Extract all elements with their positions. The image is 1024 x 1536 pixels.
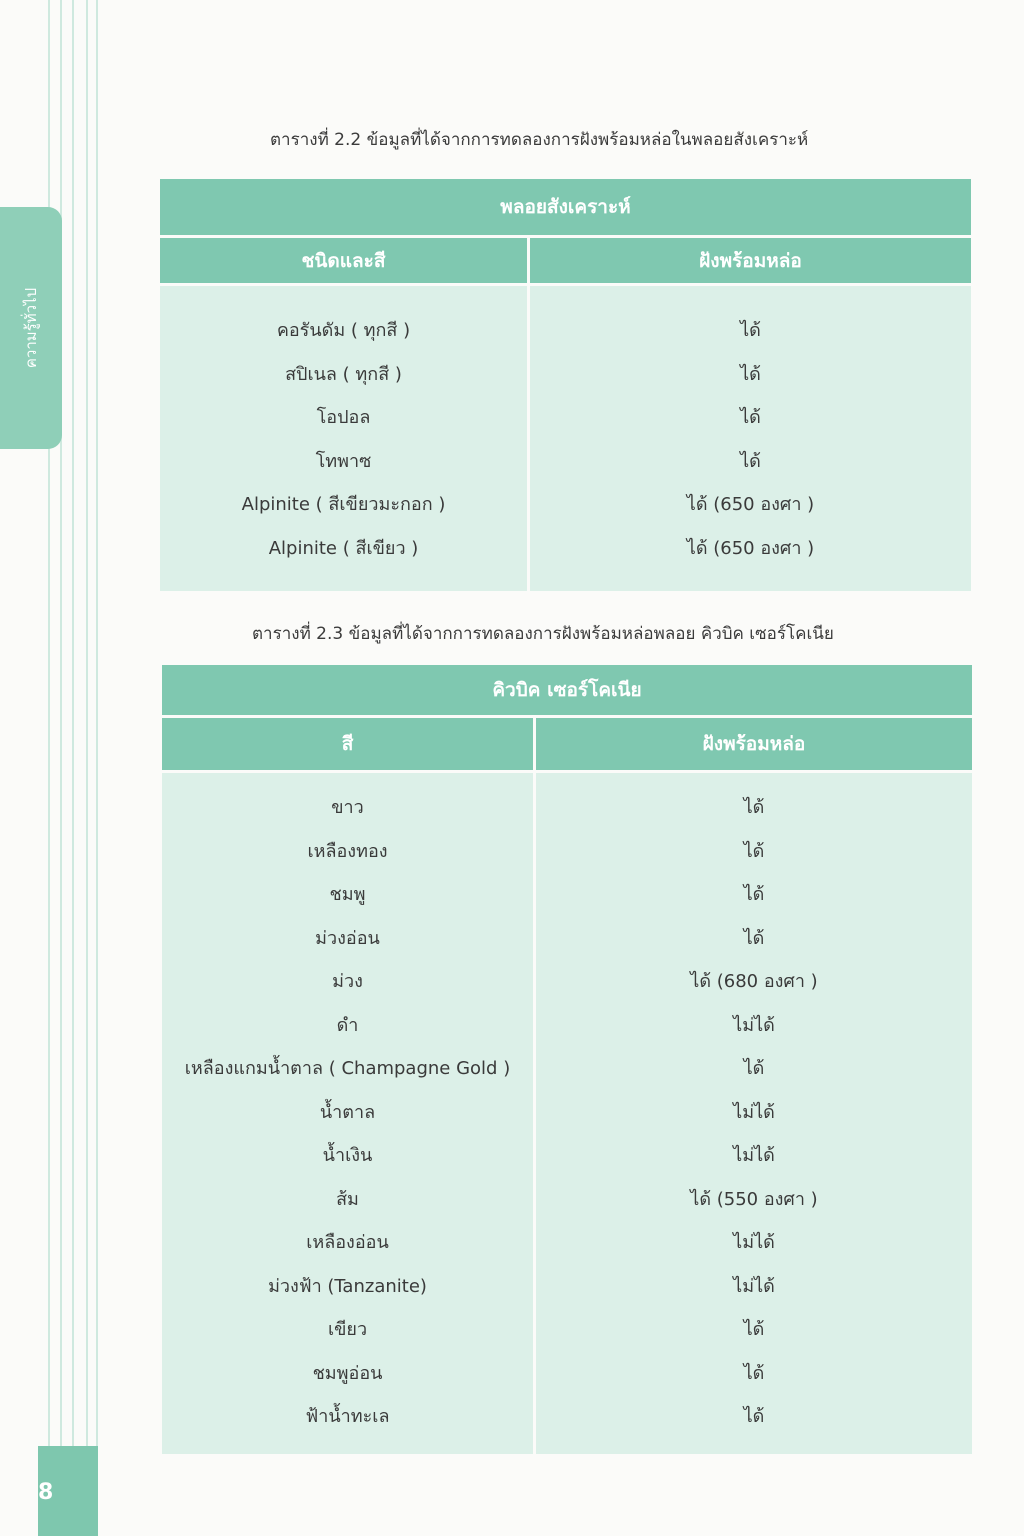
table2-cell-result: ไม่ได้ bbox=[535, 1133, 974, 1177]
table1 bbox=[157, 176, 974, 591]
table2-cell-color: ขาว bbox=[161, 785, 535, 829]
table-row bbox=[161, 959, 974, 1003]
table1-cell-type: โอปอล bbox=[159, 395, 529, 439]
table2-cell-color: ฟ้าน้ำทะเล bbox=[161, 1394, 535, 1438]
table2-cell-color: เหลืองแกมน้ำตาล ( Champagne Gold ) bbox=[161, 1046, 535, 1090]
table2-cell-result: ได้ bbox=[535, 1046, 974, 1090]
table2-col-header: ฝังพร้อมหล่อ bbox=[535, 717, 974, 772]
table2-cell-color: น้ำเงิน bbox=[161, 1133, 535, 1177]
table1-cell-type: Alpinite ( สีเขียวมะกอก ) bbox=[159, 482, 529, 526]
table1-cell-type: โทพาซ bbox=[159, 439, 529, 483]
table-row bbox=[159, 352, 973, 396]
table-row bbox=[161, 1003, 974, 1047]
decor-stripe bbox=[72, 0, 74, 1536]
table2-cell-result: ได้ bbox=[535, 916, 974, 960]
table-row bbox=[161, 1394, 974, 1438]
table-row bbox=[159, 395, 973, 439]
table2-cell-result: ได้ bbox=[535, 829, 974, 873]
table-row bbox=[161, 916, 974, 960]
page-number: 8 bbox=[38, 1480, 54, 1505]
table2-title: คิวบิค เซอร์โคเนีย bbox=[161, 664, 974, 717]
table2-cell-result: ไม่ได้ bbox=[535, 1220, 974, 1264]
table2 bbox=[159, 662, 975, 1454]
table1-cell-type: คอรันดัม ( ทุกสี ) bbox=[159, 308, 529, 352]
table-row bbox=[159, 439, 973, 483]
table2-cell-color: ดำ bbox=[161, 1003, 535, 1047]
table-row bbox=[161, 1177, 974, 1221]
table-row bbox=[161, 1220, 974, 1264]
table2-cell-color: ม่วงฟ้า (Tanzanite) bbox=[161, 1264, 535, 1308]
table2-cell-color: เหลืองทอง bbox=[161, 829, 535, 873]
table-row bbox=[159, 482, 973, 526]
table2-cell-result: ได้ bbox=[535, 1307, 974, 1351]
table1-caption: ตารางที่ 2.2 ข้อมูลที่ได้จากการทดลองการฝังพร้อมหล่อในพลอยสังเคราะห์ bbox=[270, 130, 809, 150]
table2-cell-result: ได้ bbox=[535, 872, 974, 916]
table-row bbox=[161, 1264, 974, 1308]
table2-cell-result: ไม่ได้ bbox=[535, 1264, 974, 1308]
table2-cell-result: ไม่ได้ bbox=[535, 1003, 974, 1047]
table-row bbox=[161, 1307, 974, 1351]
decor-stripe bbox=[96, 0, 98, 1536]
table1-cell-result: ได้ bbox=[529, 352, 973, 396]
table2-cell-color: เหลืองอ่อน bbox=[161, 1220, 535, 1264]
table1-cell-result: ได้ bbox=[529, 439, 973, 483]
table2-cell-color: น้ำตาล bbox=[161, 1090, 535, 1134]
table1-cell-type: สปิเนล ( ทุกสี ) bbox=[159, 352, 529, 396]
table2-cell-color: เขียว bbox=[161, 1307, 535, 1351]
table1-title: พลอยสังเคราะห์ bbox=[159, 178, 973, 237]
table2-cell-result: ไม่ได้ bbox=[535, 1090, 974, 1134]
table-row bbox=[161, 785, 974, 829]
table-row bbox=[159, 526, 973, 570]
table2-cell-result: ได้ (550 องศา ) bbox=[535, 1177, 974, 1221]
table2-cell-result: ได้ bbox=[535, 785, 974, 829]
table1-col-header: ชนิดและสี bbox=[159, 237, 529, 285]
table1-col-header: ฝังพร้อมหล่อ bbox=[529, 237, 973, 285]
table-row bbox=[161, 1046, 974, 1090]
side-tab-label: ความรู้ทั่วไป bbox=[22, 287, 40, 369]
decor-stripe bbox=[86, 0, 88, 1536]
table2-cell-color: ชมพู bbox=[161, 872, 535, 916]
table-row bbox=[161, 872, 974, 916]
table2-col-header: สี bbox=[161, 717, 535, 772]
table2-cell-result: ได้ bbox=[535, 1394, 974, 1438]
table-row bbox=[159, 308, 973, 352]
table2-cell-result: ได้ bbox=[535, 1351, 974, 1395]
table2-cell-color: ส้ม bbox=[161, 1177, 535, 1221]
table1-cell-type: Alpinite ( สีเขียว ) bbox=[159, 526, 529, 570]
table-row bbox=[161, 1351, 974, 1395]
table1-cell-result: ได้ bbox=[529, 395, 973, 439]
table2-caption: ตารางที่ 2.3 ข้อมูลที่ได้จากการทดลองการฝังพร้อมหล่อพลอย คิวบิค เซอร์โคเนีย bbox=[252, 624, 834, 644]
table2-cell-color: ม่วง bbox=[161, 959, 535, 1003]
table-row bbox=[161, 1090, 974, 1134]
table1-cell-result: ได้ bbox=[529, 308, 973, 352]
table-row bbox=[161, 1133, 974, 1177]
table1-cell-result: ได้ (650 องศา ) bbox=[529, 526, 973, 570]
table2-cell-color: ม่วงอ่อน bbox=[161, 916, 535, 960]
table2-cell-color: ชมพูอ่อน bbox=[161, 1351, 535, 1395]
table1-cell-result: ได้ (650 องศา ) bbox=[529, 482, 973, 526]
table2-cell-result: ได้ (680 องศา ) bbox=[535, 959, 974, 1003]
table-row bbox=[161, 829, 974, 873]
